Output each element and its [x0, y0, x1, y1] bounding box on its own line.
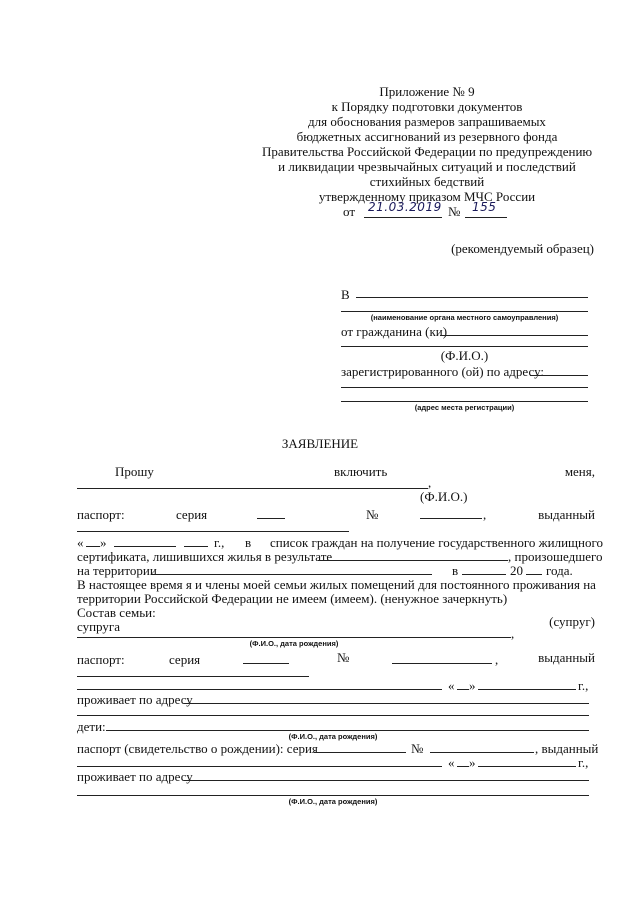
- in-word: в: [245, 535, 252, 550]
- issued-label: , выданный: [535, 741, 599, 756]
- header-line: стихийных бедствий: [369, 174, 485, 189]
- territory-line: [152, 574, 432, 575]
- series-label: серия: [176, 507, 208, 522]
- spouse-alt-label: (супруг): [549, 614, 595, 629]
- quote-open: «: [448, 755, 455, 770]
- header-line: к Порядку подготовки документов: [331, 99, 523, 114]
- comma: ,: [511, 626, 515, 641]
- day-line: [457, 689, 469, 690]
- from-citizen-label: от гражданина (ки): [341, 324, 448, 339]
- birth-passport-label: паспорт (свидетельство о рождении): серия: [77, 741, 318, 756]
- year-suffix: г.,: [578, 678, 589, 693]
- child-address-line-2: [77, 795, 589, 796]
- issued-by-line: [77, 531, 349, 532]
- occurred-text: , произошедшего: [508, 549, 603, 564]
- to-label: В: [341, 287, 350, 302]
- passport-label: паспорт:: [77, 507, 125, 522]
- day-line: [457, 766, 469, 767]
- series-line: [257, 518, 285, 519]
- address-line-2: [341, 401, 588, 402]
- spouse-issued-line-2: [77, 689, 442, 690]
- handwritten-number: 155: [472, 200, 497, 214]
- header-line: и ликвидации чрезвычайных ситуаций и последствий: [278, 159, 576, 174]
- quote-open: «: [77, 535, 84, 550]
- registered-line: [530, 375, 588, 376]
- body-word: меня,: [564, 464, 595, 479]
- sample-note: (рекомендуемый образец): [451, 241, 594, 256]
- twenty-label: 20: [510, 563, 523, 578]
- child-number-line: [430, 752, 534, 753]
- body-word: Прошу: [115, 464, 154, 479]
- spouse-number-line: [392, 663, 492, 664]
- present-line: территории Российской Федерации не имеем (имеем). (ненужное зачеркнуть): [77, 591, 508, 606]
- quote-close: »: [469, 678, 476, 693]
- date-label: от: [343, 204, 356, 219]
- passport-number-line: [420, 518, 482, 519]
- children-label: дети:: [77, 719, 106, 734]
- family-label: Состав семьи:: [77, 605, 156, 620]
- year-line: [184, 546, 208, 547]
- header-line: бюджетных ассигнований из резервного фонда: [296, 129, 558, 144]
- quote-close: »: [469, 755, 476, 770]
- comma: ,: [483, 507, 487, 522]
- in-word-2: в: [452, 563, 459, 578]
- month-year-line: [478, 689, 576, 690]
- organ-line-2: [341, 311, 588, 312]
- spouse-fio-line: [77, 637, 511, 638]
- list-text: список граждан на получение государственного жилищного: [270, 535, 603, 550]
- child-fio-caption: (Ф.И.О., дата рождения): [288, 797, 378, 806]
- child-issued-line: [77, 766, 442, 767]
- year-digits-line: [526, 574, 542, 575]
- from-citizen-line: [440, 335, 588, 336]
- month-line: [114, 546, 176, 547]
- body-word: включить: [334, 464, 388, 479]
- number-label: №: [366, 507, 379, 522]
- year-word: года.: [546, 563, 573, 578]
- series-label: серия: [169, 652, 201, 667]
- number-line: [465, 217, 507, 218]
- applicant-fio-line: [77, 488, 428, 489]
- address-line: [341, 387, 588, 388]
- date-line: [364, 217, 442, 218]
- day-line: [86, 546, 100, 547]
- lives-at-label: проживает по адресу: [77, 769, 193, 784]
- header-line: Правительства Российской Федерации по предупреждению: [262, 144, 593, 159]
- children-caption: (Ф.И.О., дата рождения): [288, 732, 378, 741]
- date-line-2: [462, 574, 506, 575]
- quote-open: «: [448, 678, 455, 693]
- territory-label: на территории: [77, 563, 157, 578]
- children-line: [106, 730, 589, 731]
- address-caption: (адрес места регистрации): [414, 403, 515, 412]
- spouse-fio-caption: (Ф.И.О., дата рождения): [249, 639, 339, 648]
- quote-close: »: [100, 535, 107, 550]
- number-label: №: [411, 741, 424, 756]
- fio-line: [341, 346, 588, 347]
- document-title: ЗАЯВЛЕНИЕ: [281, 436, 359, 451]
- number-label: №: [337, 650, 350, 665]
- spouse-passport-label: паспорт:: [77, 652, 125, 667]
- present-line: В настоящее время я и члены моей семьи жилых помещений для постоянного проживания на: [77, 577, 596, 592]
- disaster-line: [318, 560, 508, 561]
- organ-line: [356, 297, 588, 298]
- spouse-label: супруга: [77, 619, 120, 634]
- lives-at-label: проживает по адресу: [77, 692, 193, 707]
- year-suffix: г.,: [214, 535, 225, 550]
- organ-caption: (наименование органа местного самоуправления): [370, 313, 559, 322]
- registered-label: зарегистрированного (ой) по адресу:: [341, 364, 545, 379]
- comma: ,: [428, 475, 432, 490]
- spouse-issued-line: [77, 676, 309, 677]
- applicant-fio-caption: (Ф.И.О.): [420, 489, 468, 504]
- number-label: №: [448, 204, 461, 219]
- spouse-series-line: [243, 663, 289, 664]
- issued-label: выданный: [538, 507, 595, 522]
- issued-label: выданный: [538, 650, 595, 665]
- month-year-line: [478, 766, 576, 767]
- header-line: для обоснования размеров запрашиваемых: [308, 114, 546, 129]
- cert-text: сертификата, лишившихся жилья в результате: [77, 549, 333, 564]
- header-line: утвержденному приказом МЧС России: [318, 189, 536, 204]
- comma: ,: [495, 652, 499, 667]
- appendix-number: Приложение № 9: [379, 84, 475, 99]
- child-address-line: [184, 780, 589, 781]
- spouse-address-line-2: [77, 715, 589, 716]
- child-series-line: [314, 752, 406, 753]
- handwritten-date: 21.03.2019: [368, 200, 442, 214]
- fio-caption: (Ф.И.О.): [440, 348, 489, 363]
- spouse-address-line: [184, 703, 589, 704]
- year-suffix: г.,: [578, 755, 589, 770]
